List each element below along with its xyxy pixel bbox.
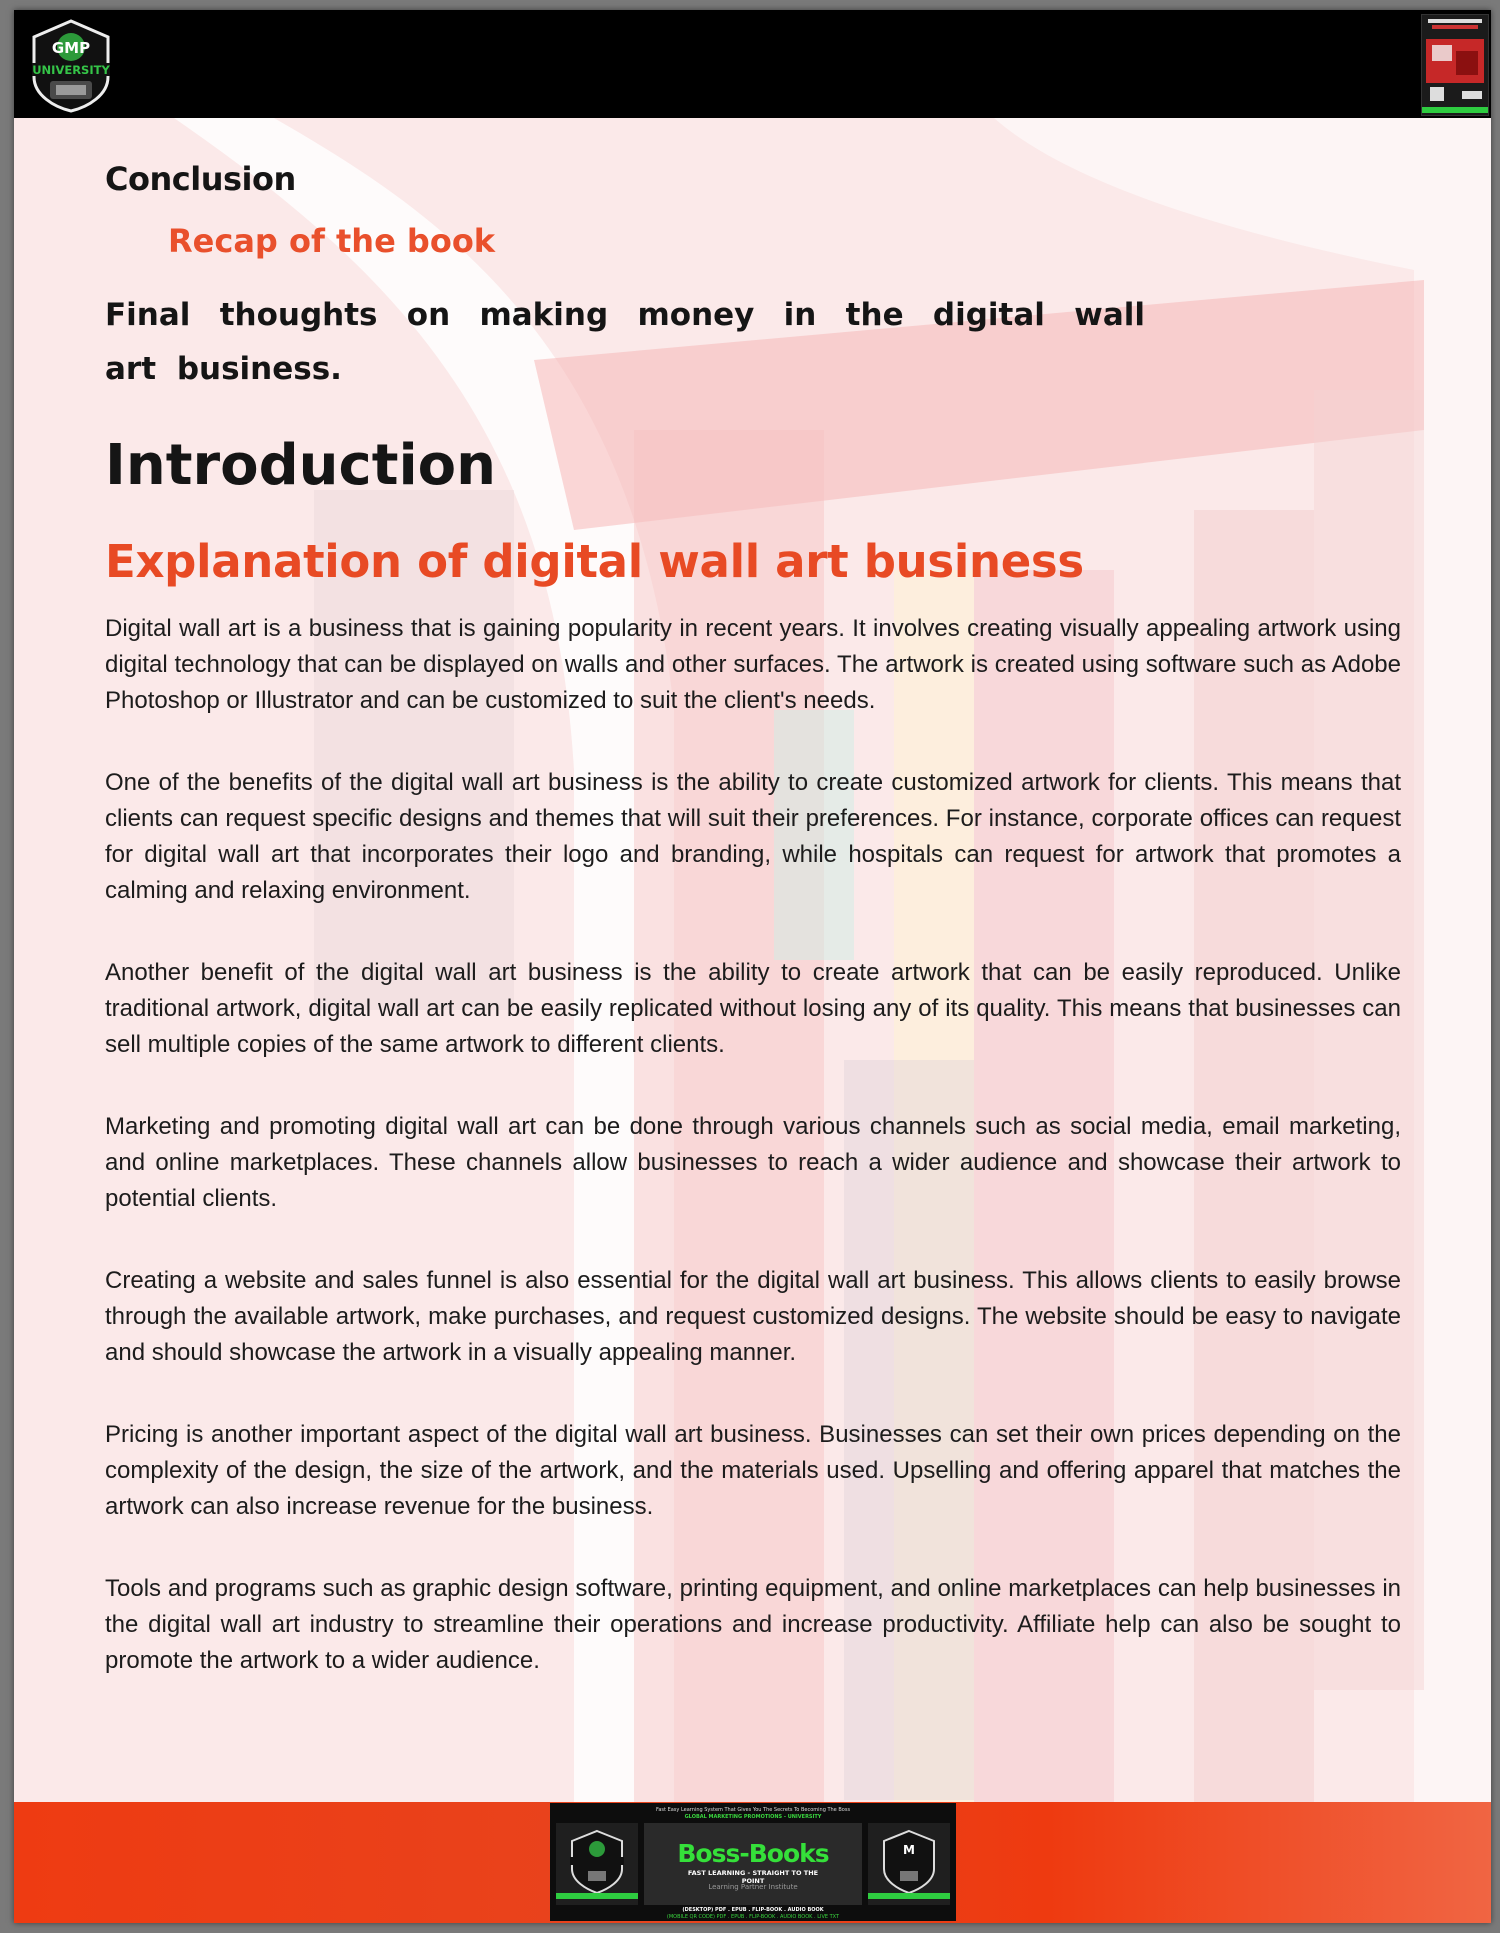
toc-conclusion-heading: Conclusion	[105, 160, 296, 198]
banner-top-text-2: GLOBAL MARKETING PROMOTIONS - UNIVERSITY	[684, 1814, 822, 1820]
section-title: Introduction	[105, 433, 497, 498]
banner-formats: (DESKTOP) PDF . EPUB . FLIP-BOOK . AUDIO BOOK	[682, 1907, 824, 1913]
m-university-logo-icon	[868, 1823, 950, 1905]
boss-books-banner	[550, 1803, 956, 1921]
svg-text:GMP: GMP	[51, 39, 91, 57]
paragraph: Tools and programs such as graphic design software, printing equipment, and online marketplaces can help businesses in the digital wall art industry to streamline their operations and increase productivity. Affiliate help can also be sought to promote the artwork to a wider audience.	[105, 1575, 1401, 1674]
svg-text:M: M	[903, 1843, 915, 1857]
book-cover-thumbnail-icon	[1421, 14, 1489, 116]
section-subtitle: Explanation of digital wall art business	[105, 535, 1084, 588]
gmp-university-logo-small-icon	[556, 1823, 638, 1905]
banner-title: Boss-Books	[677, 1839, 829, 1868]
toc-final-thoughts-heading: Final thoughts on making money in the digital wall art business.	[105, 297, 1145, 387]
paragraph: Pricing is another important aspect of the digital wall art business. Businesses can set their own prices depending on the complexity of the design, the size of the artwork, and the materials used. Upselling and offering apparel that matches the artwork can also increase revenue for the business.	[105, 1421, 1401, 1520]
paragraph: Creating a website and sales funnel is also essential for the digital wall art business. This allows clients to easily browse through the available artwork, make purchases, and request customized designs. The website should be easy to navigate and should showcase the artwork in a visually appealing manner.	[105, 1267, 1401, 1366]
paragraph: One of the benefits of the digital wall art business is the ability to create customized artwork for clients. This means that clients can request specific designs and themes that will suit their preferences. For instance, corporate offices can request for digital wall art that incorporates their logo and branding, while hospitals can request for artwork that promotes a calming and relaxing environment.	[105, 769, 1401, 904]
gmp-university-logo-icon	[26, 19, 116, 113]
document-page	[14, 10, 1491, 1923]
banner-tagline: FAST LEARNING - STRAIGHT TO THE POINT	[687, 1869, 819, 1885]
paragraph: Digital wall art is a business that is gaining popularity in recent years. It involves creating visually appealing artwork using digital technology that can be displayed on walls and other surfaces. The artwork is created using software such as Adobe Photoshop or Illustrator and can be customized to suit the client's needs.	[105, 615, 1401, 714]
banner-subtitle: Learning Partner Institute	[708, 1883, 798, 1891]
paragraph: Marketing and promoting digital wall art can be done through various channels such as social media, email marketing, and online marketplaces. These channels allow businesses to reach a wider audience and showcase their artwork to potential clients.	[105, 1113, 1401, 1212]
svg-text:UNIVERSITY: UNIVERSITY	[32, 63, 110, 77]
banner-formats-2: (MOBILE QR CODE) PDF . EPUB . FLIP-BOOK . AUDIO BOOK . LIVE TXT	[666, 1914, 840, 1920]
header-bar	[14, 10, 1491, 118]
paragraph: Another benefit of the digital wall art business is the ability to create artwork that can be easily reproduced. Unlike traditional artwork, digital wall art can be easily replicated without losing any of its quality. This means that businesses can sell multiple copies of the same artwork to different clients.	[105, 959, 1401, 1058]
banner-top-text: Fast Easy Learning System That Gives You The Secrets To Becoming The Boss	[655, 1807, 851, 1813]
body-text	[105, 611, 1401, 1725]
toc-recap-heading: Recap of the book	[168, 222, 496, 260]
